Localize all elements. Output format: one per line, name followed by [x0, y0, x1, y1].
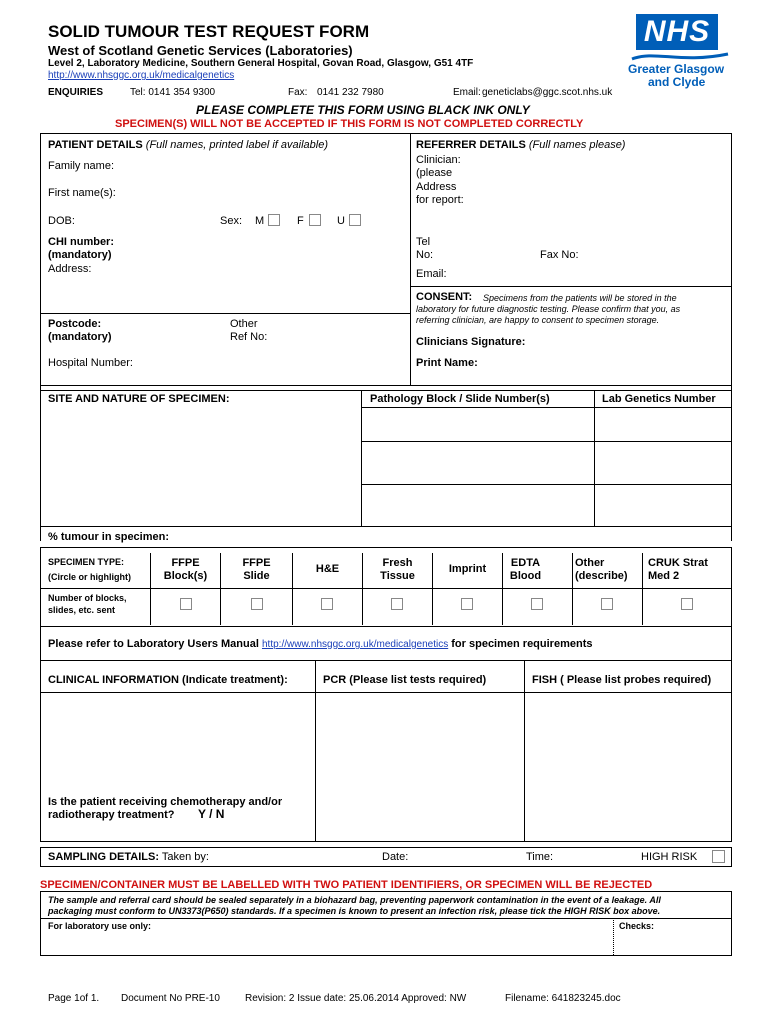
count-imprint-checkbox[interactable]: [461, 598, 473, 610]
manual-prefix: Please refer to Laboratory Users Manual: [48, 638, 259, 650]
chi-mandatory: (mandatory): [48, 249, 112, 261]
high-risk-label: HIGH RISK: [641, 851, 698, 863]
type-col-8: [642, 553, 643, 625]
type-imprint[interactable]: [433, 563, 502, 576]
type-ffpe-slide-line2: Slide: [243, 570, 270, 582]
notice-top: [40, 891, 732, 892]
logo-org-line1: Greater Glasgow: [628, 62, 725, 76]
type-fresh-tissue-line1: Fresh: [382, 557, 413, 569]
site-heading: SITE AND NATURE OF SPECIMEN:: [48, 393, 230, 405]
postcode-mandatory: (mandatory): [48, 331, 112, 343]
count-he-checkbox[interactable]: [321, 598, 333, 610]
manual-link[interactable]: http://www.nhsggc.org.uk/medicalgenetics: [261, 639, 449, 650]
type-imprint-line1: Imprint: [448, 563, 487, 575]
logo-org-line2: and Clyde: [648, 75, 706, 89]
not-accepted-notice: SPECIMEN(S) WILL NOT BE ACCEPTED IF THIS FORM IS NOT COMPLETED CORRECTLY: [115, 118, 584, 130]
black-ink-notice: PLEASE COMPLETE THIS FORM USING BLACK INK ONLY: [196, 103, 530, 117]
clinical-head-line: [40, 692, 732, 693]
email-label: Email:: [416, 268, 447, 280]
patient-heading-note: (Full names, printed label if available): [145, 139, 328, 151]
type-other-line2: (describe): [575, 570, 628, 582]
sex-f-checkbox[interactable]: [309, 214, 321, 226]
file-name: Filename: 641823245.doc: [505, 993, 621, 1004]
date-label: Date:: [382, 851, 409, 863]
clinical-col-2: [524, 660, 525, 842]
frame-left-1: [40, 133, 41, 541]
manual-left: [40, 626, 41, 661]
sampling-right: [731, 847, 732, 866]
type-edta-blood[interactable]: [503, 557, 548, 583]
chemo-yes-no[interactable]: Y / N: [198, 807, 225, 821]
details-bottom: [40, 385, 732, 386]
lab-name: West of Scotland Genetic Services (Laboratories): [48, 43, 353, 58]
checks-label: Checks:: [619, 921, 655, 931]
postcode-divider: [40, 313, 411, 314]
clinician-label-2: (please: [416, 167, 453, 179]
number-sent-label-2: slides, etc. sent: [48, 605, 116, 615]
type-ffpe-block-line1: FFPE: [171, 557, 200, 569]
manual-suffix: for specimen requirements: [451, 638, 593, 650]
block-row-line-1: [361, 441, 732, 442]
enquiries-email-label: Email:: [453, 87, 481, 98]
biohazard-text-1: The sample and referral card should be sealed separately in a biohazard bag, preventing paperwork contamination in the event of a leakage. All: [48, 895, 661, 905]
type-table-bottom: [40, 626, 732, 627]
type-ffpe-slide[interactable]: [221, 557, 292, 583]
tel-label-1: Tel: [416, 236, 431, 248]
first-names-label: First name(s):: [48, 187, 116, 199]
biohazard-text-2: packaging must conform to UN3373(P650) standards. If a specimen is known to present an infection risk, please tick the HIGH RISK box above.: [48, 906, 661, 916]
type-col-7: [572, 553, 573, 625]
patient-heading: [48, 139, 328, 151]
specimen-type-label: SPECIMEN TYPE:: [48, 557, 125, 567]
notice-left: [40, 891, 41, 956]
block-row-line-2: [361, 484, 732, 485]
clinician-label-1: Clinician:: [416, 154, 461, 166]
specimen-type-hint: (Circle or highlight): [48, 572, 131, 582]
tumour-bottom: [40, 547, 732, 548]
form-title: SOLID TUMOUR TEST REQUEST FORM: [48, 22, 370, 41]
sampling-label: SAMPLING DETAILS:: [48, 851, 160, 863]
type-fresh-tissue-line2: Tissue: [380, 570, 415, 582]
sex-label: Sex:: [220, 215, 243, 227]
high-risk-checkbox[interactable]: [712, 850, 725, 863]
enquiries-email: geneticlabs@ggc.scot.nhs.uk: [482, 87, 613, 98]
block-head-line: [361, 407, 732, 408]
consent-text-3: referring clinician, are happy to consent to specimen storage.: [416, 315, 660, 325]
type-edta-blood-line2: Blood: [509, 570, 542, 582]
sampling-top: [40, 847, 732, 848]
count-ffpe-block-checkbox[interactable]: [180, 598, 192, 610]
patient-heading-label: PATIENT DETAILS: [48, 139, 143, 151]
referrer-heading-label: REFERRER DETAILS: [416, 139, 526, 151]
sex-f-label: F: [297, 215, 304, 227]
address-label: Address:: [48, 263, 92, 275]
site-divider: [361, 390, 362, 526]
clinical-right: [731, 660, 732, 842]
type-table-right: [731, 547, 732, 627]
type-cruk[interactable]: [648, 557, 728, 583]
patient-referrer-divider: [410, 133, 411, 385]
lab-genetics-heading: Lab Genetics Number: [602, 393, 716, 405]
lab-use-top: [40, 918, 732, 919]
specimen-top: [40, 390, 732, 391]
consent-text-1: Specimens from the patients will be stored in the: [483, 293, 677, 303]
tel-label-2: No:: [416, 249, 434, 261]
nhs-logo-text: NHS: [643, 15, 711, 48]
count-edta-checkbox[interactable]: [531, 598, 543, 610]
clinician-label-3: Address: [416, 181, 457, 193]
type-ffpe-slide-line1: FFPE: [242, 557, 271, 569]
document-number: Document No PRE-10: [121, 993, 220, 1004]
frame-right-1: [731, 133, 732, 541]
type-he[interactable]: [293, 563, 362, 576]
pcr-heading: PCR (Please list tests required): [323, 674, 487, 686]
clinical-heading: CLINICAL INFORMATION (Indicate treatment):: [48, 674, 288, 686]
signature-label: Clinicians Signature:: [416, 336, 526, 348]
family-name-label: Family name:: [48, 160, 115, 172]
clinician-label-4: for report:: [416, 194, 464, 206]
header-link[interactable]: http://www.nhsggc.org.uk/medicalgenetics: [48, 70, 235, 81]
consent-text-2: laboratory for future diagnostic testing. Please confirm that you, as: [416, 304, 681, 314]
print-name-label: Print Name:: [416, 357, 478, 369]
dob-label: DOB:: [48, 215, 75, 227]
lab-use-label: For laboratory use only:: [48, 921, 152, 931]
type-he-line1: H&E: [315, 563, 340, 575]
labelling-warning: SPECIMEN/CONTAINER MUST BE LABELLED WITH TWO PATIENT IDENTIFIERS, OR SPECIMEN WILL BE REJECTED: [40, 879, 653, 891]
type-ffpe-block-line2: Block(s): [163, 570, 208, 582]
clinical-col-1: [315, 660, 316, 842]
revision-info: Revision: 2 Issue date: 25.06.2014 Approved: NW: [245, 993, 467, 1004]
nhs-logo: [636, 14, 718, 50]
manual-reference: [48, 638, 592, 650]
sex-u-checkbox[interactable]: [349, 214, 361, 226]
fish-heading: FISH ( Please list probes required): [532, 674, 712, 686]
type-other[interactable]: [575, 557, 639, 583]
type-cruk-line1: CRUK Strat: [648, 557, 708, 569]
enquiries-tel: Tel: 0141 354 9300: [130, 87, 216, 98]
checks-divider: [613, 918, 614, 955]
sampling-left: [40, 847, 41, 866]
enquiries-fax: 0141 232 7980: [317, 87, 384, 98]
clinical-left: [40, 660, 41, 842]
specimen-rows-bottom: [40, 526, 732, 527]
enquiries-fax-label: Fax:: [288, 87, 308, 98]
count-other-checkbox[interactable]: [601, 598, 613, 610]
type-ffpe-block[interactable]: [151, 557, 220, 583]
lab-address: Level 2, Laboratory Medicine, Southern General Hospital, Govan Road, Glasgow, G51 4TF: [48, 58, 474, 69]
page-number: Page 1of 1.: [48, 993, 100, 1004]
referrer-heading: [416, 139, 625, 151]
type-edta-blood-line1: EDTA: [510, 557, 541, 569]
chi-label: CHI number:: [48, 236, 114, 248]
notice-right: [731, 891, 732, 956]
taken-by-label: Taken by:: [161, 851, 209, 863]
consent-divider: [410, 286, 732, 287]
chemo-question-2: radiotherapy treatment?: [48, 809, 175, 821]
type-table-left: [40, 547, 41, 627]
other-ref-label-1: Other: [230, 318, 258, 330]
count-ffpe-slide-checkbox[interactable]: [251, 598, 263, 610]
count-fresh-tissue-checkbox[interactable]: [391, 598, 403, 610]
other-ref-label-2: Ref No:: [230, 331, 268, 343]
tumour-pct-label: % tumour in specimen:: [48, 531, 170, 543]
hospital-number-label: Hospital Number:: [48, 357, 133, 369]
sampling-bottom: [40, 866, 732, 867]
fax-label: Fax No:: [540, 249, 579, 261]
block-heading: Pathology Block / Slide Number(s): [370, 393, 550, 405]
frame-top: [40, 133, 732, 134]
count-cruk-checkbox[interactable]: [681, 598, 693, 610]
sex-u-label: U: [337, 215, 345, 227]
chemo-question-1: Is the patient receiving chemotherapy and/or: [48, 796, 283, 808]
referrer-heading-note: (Full names please): [528, 139, 626, 151]
notice-bottom: [40, 955, 732, 956]
time-label: Time:: [526, 851, 554, 863]
clinical-bottom: [40, 841, 732, 842]
sampling-details: [48, 851, 209, 863]
manual-right: [731, 626, 732, 661]
block-lab-divider: [594, 390, 595, 526]
number-sent-label-1: Number of blocks,: [48, 593, 127, 603]
sex-m-checkbox[interactable]: [268, 214, 280, 226]
type-cruk-line2: Med 2: [648, 570, 680, 582]
type-row-line: [40, 588, 732, 589]
type-other-line1: Other: [575, 557, 605, 569]
type-fresh-tissue[interactable]: [363, 557, 432, 583]
consent-label: CONSENT:: [416, 291, 473, 303]
enquiries-label: ENQUIRIES: [48, 87, 104, 98]
manual-bottom: [40, 660, 732, 661]
sex-m-label: M: [255, 215, 265, 227]
postcode-label: Postcode:: [48, 318, 102, 330]
